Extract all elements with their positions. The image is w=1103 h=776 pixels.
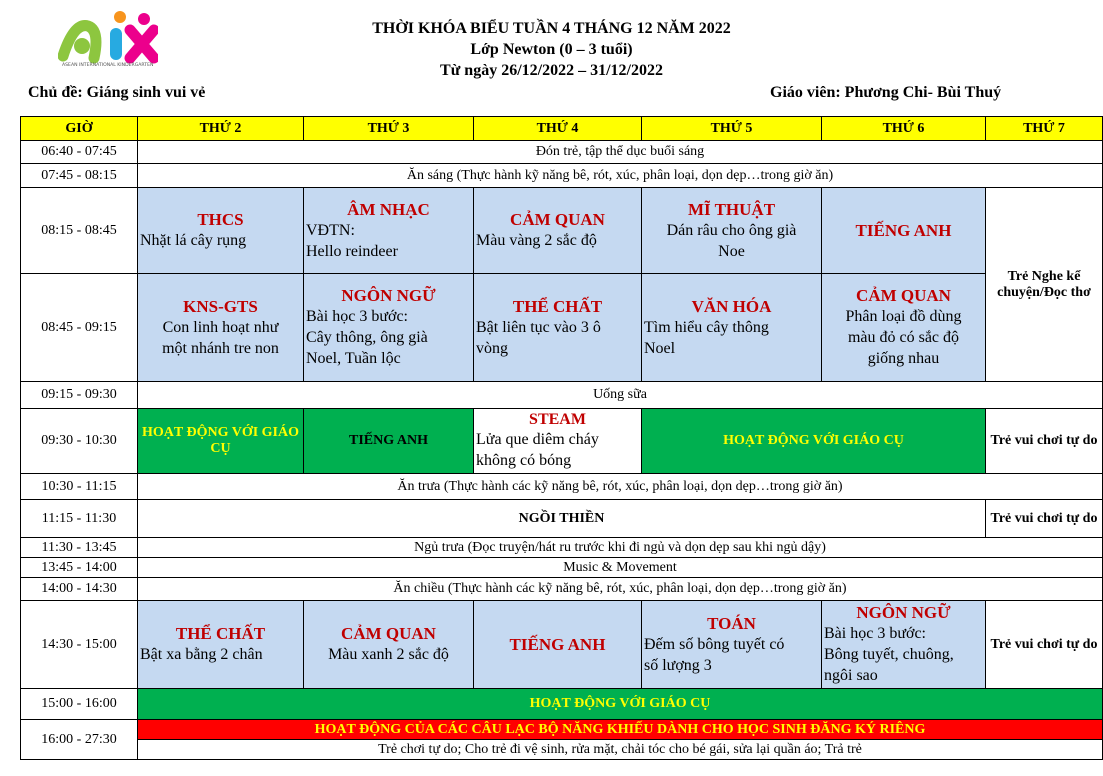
time-cell: 15:00 - 16:00: [21, 689, 138, 720]
lesson-desc: Dán râu cho ông già: [666, 221, 797, 239]
lesson-subject: STEAM: [529, 411, 586, 428]
lesson-subject: KNS-GTS: [183, 296, 258, 316]
table-row: [21, 474, 1103, 500]
time-cell: 11:30 - 13:45: [21, 538, 138, 558]
lesson-cell: [822, 601, 986, 689]
lesson-desc: không có bóng: [476, 452, 572, 469]
lesson-subject: TOÁN: [707, 613, 756, 633]
activity-cell: Music & Movement: [138, 558, 1103, 578]
lesson-desc: Đếm số bông tuyết có: [644, 635, 785, 653]
lesson-subject: THCS: [197, 210, 244, 229]
table-row: [21, 188, 1103, 274]
time-cell: 06:40 - 07:45: [21, 141, 138, 164]
time-cell: 09:15 - 09:30: [21, 382, 138, 409]
lesson-subject: VĂN HÓA: [691, 296, 772, 316]
time-cell: 09:30 - 10:30: [21, 409, 138, 474]
lesson-subject: TIẾNG ANH: [855, 220, 952, 240]
lesson-subject: CẢM QUAN: [856, 286, 951, 305]
lesson-subject: TIẾNG ANH: [509, 634, 606, 654]
montessori-cell: HOẠT ĐỘNG VỚI GIÁO CỤ: [642, 409, 986, 474]
lesson-desc: Phân loại đồ dùng: [845, 308, 962, 325]
lesson-cell: [138, 274, 304, 382]
time-cell: 14:00 - 14:30: [21, 578, 138, 601]
lesson-desc: VĐTN:: [306, 221, 355, 239]
lesson-cell: [642, 601, 822, 689]
activity-cell: Đón trẻ, tập thể dục buổi sáng: [138, 141, 1103, 164]
time-cell: 08:45 - 09:15: [21, 274, 138, 382]
lesson-cell: [138, 188, 304, 274]
col-header-sat: THỨ 7: [986, 117, 1103, 141]
lesson-desc: Noel: [644, 339, 676, 357]
lesson-desc: Màu vàng 2 sắc độ: [476, 232, 597, 249]
table-row: [21, 141, 1103, 164]
col-header-thu: THỨ 5: [642, 117, 822, 141]
lesson-desc: Noe: [718, 242, 745, 260]
date-range: Từ ngày 26/12/2022 – 31/12/2022: [440, 62, 663, 79]
col-header-time: GIỜ: [21, 117, 138, 141]
activity-cell: Uống sữa: [138, 382, 1103, 409]
saturday-cell: Trẻ vui chơi tự do: [986, 500, 1103, 538]
table-row: [21, 538, 1103, 558]
lesson-desc: Hello reindeer: [306, 242, 398, 260]
meditation-cell: NGỒI THIỀN: [138, 500, 986, 538]
col-header-wed: THỨ 4: [474, 117, 642, 141]
lesson-cell: [474, 274, 642, 382]
saturday-cell: Trẻ vui chơi tự do: [986, 409, 1103, 474]
time-cell: 07:45 - 08:15: [21, 164, 138, 188]
time-cell: 08:15 - 08:45: [21, 188, 138, 274]
table-row: [21, 740, 1103, 760]
page-header: [0, 0, 1103, 115]
table-row: [21, 689, 1103, 720]
lesson-cell: [822, 188, 986, 274]
table-row: [21, 382, 1103, 409]
time-cell: 14:30 - 15:00: [21, 601, 138, 689]
saturday-cell: Trẻ vui chơi tự do: [986, 601, 1103, 689]
lesson-desc: số lượng 3: [644, 656, 712, 674]
lesson-cell: [642, 274, 822, 382]
activity-cell: Ăn sáng (Thực hành kỹ năng bê, rót, xúc, phân loại, dọn dẹp…trong giờ ăn): [138, 164, 1103, 188]
lesson-subject: MĨ THUẬT: [687, 199, 776, 219]
table-row: [21, 164, 1103, 188]
lesson-desc: Tìm hiểu cây thông: [644, 318, 769, 336]
lesson-subject: CẢM QUAN: [341, 624, 436, 643]
logo-caption: ASEAN INTERNATIONAL KINDERGARTEN: [62, 63, 154, 68]
steam-cell: [474, 409, 642, 474]
saturday-cell: Trẻ Nghe kể chuyện/Đọc thơ: [986, 188, 1103, 382]
lesson-desc: một nhánh tre non: [162, 339, 279, 357]
time-cell: 11:15 - 11:30: [21, 500, 138, 538]
time-cell: 10:30 - 11:15: [21, 474, 138, 500]
lesson-cell: [822, 274, 986, 382]
lesson-desc: ngôi sao: [824, 667, 878, 684]
teacher-label: Giáo viên: Phương Chi- Bùi Thuý: [770, 84, 1002, 101]
schedule-title: THỜI KHÓA BIỂU TUẦN 4 THÁNG 12 NĂM 2022: [372, 20, 731, 37]
montessori-cell: HOẠT ĐỘNG VỚI GIÁO CỤ: [138, 409, 304, 474]
lesson-cell: [304, 601, 474, 689]
time-cell: 16:00 - 27:30: [21, 720, 138, 760]
col-header-tue: THỨ 3: [304, 117, 474, 141]
lesson-desc: Bật liên tục vào 3 ô: [476, 318, 601, 336]
table-row: [21, 409, 1103, 474]
lesson-desc: Lửa que diêm cháy: [476, 431, 599, 448]
lesson-desc: Bài học 3 bước:: [824, 625, 926, 642]
lesson-desc: màu đỏ có sắc độ: [847, 329, 960, 346]
table-row: [21, 500, 1103, 538]
lesson-desc: Màu xanh 2 sắc độ: [328, 646, 449, 663]
lesson-cell: [642, 188, 822, 274]
lesson-desc: Bài học 3 bước:: [306, 308, 408, 325]
lesson-subject: THỂ CHẤT: [512, 296, 603, 316]
lesson-desc: Noel, Tuần lộc: [306, 350, 401, 367]
table-row: [21, 601, 1103, 689]
timetable: [20, 116, 1103, 760]
lesson-subject: NGÔN NGỮ: [856, 603, 951, 622]
lesson-cell: [138, 601, 304, 689]
table-row: [21, 578, 1103, 601]
time-cell: 13:45 - 14:00: [21, 558, 138, 578]
lesson-subject: NGÔN NGỮ: [341, 286, 436, 305]
table-row: [21, 274, 1103, 382]
activity-cell: Ngủ trưa (Đọc truyện/hát ru trước khi đi ngủ và dọn dẹp sau khi ngủ dậy): [138, 538, 1103, 558]
lesson-desc: Con linh hoạt như: [162, 318, 279, 336]
montessori-cell: HOẠT ĐỘNG VỚI GIÁO CỤ: [138, 689, 1103, 720]
lesson-subject: THỂ CHẤT: [175, 624, 266, 643]
col-header-fri: THỨ 6: [822, 117, 986, 141]
club-activity-cell: HOẠT ĐỘNG CỦA CÁC CÂU LẠC BỘ NĂNG KHIẾU DÀNH CHO HỌC SINH ĐĂNG KÝ RIÊNG: [138, 720, 1103, 740]
activity-cell: Trẻ chơi tự do; Cho trẻ đi vệ sinh, rửa mặt, chải tóc cho bé gái, sửa lại quần áo; Trả trẻ: [138, 740, 1103, 760]
lesson-subject: ÂM NHẠC: [347, 199, 430, 219]
lesson-desc: Nhặt lá cây rụng: [140, 232, 247, 249]
activity-cell: Ăn chiều (Thực hành các kỹ năng bê, rót, xúc, phân loại, dọn dẹp…trong giờ ăn): [138, 578, 1103, 601]
table-row: [21, 720, 1103, 740]
col-header-mon: THỨ 2: [138, 117, 304, 141]
lesson-cell: [304, 188, 474, 274]
table-header-row: [21, 117, 1103, 141]
lesson-cell: [474, 188, 642, 274]
activity-cell: Ăn trưa (Thực hành các kỹ năng bê, rót, xúc, phân loại, dọn dẹp…trong giờ ăn): [138, 474, 1103, 500]
lesson-desc: Cây thông, ông già: [306, 329, 428, 346]
lesson-desc: vòng: [476, 339, 508, 357]
class-line: Lớp Newton (0 – 3 tuổi): [470, 41, 633, 58]
theme-label: Chủ đề: Giáng sinh vui vẻ: [28, 84, 206, 101]
lesson-desc: giống nhau: [867, 350, 940, 367]
lesson-cell: [474, 601, 642, 689]
lesson-cell: [304, 274, 474, 382]
lesson-desc: Bật xa bằng 2 chân: [140, 646, 263, 663]
table-row: [21, 558, 1103, 578]
lesson-subject: CẢM QUAN: [510, 210, 605, 229]
english-cell: TIẾNG ANH: [304, 409, 474, 474]
lesson-desc: Bông tuyết, chuông,: [824, 646, 954, 663]
